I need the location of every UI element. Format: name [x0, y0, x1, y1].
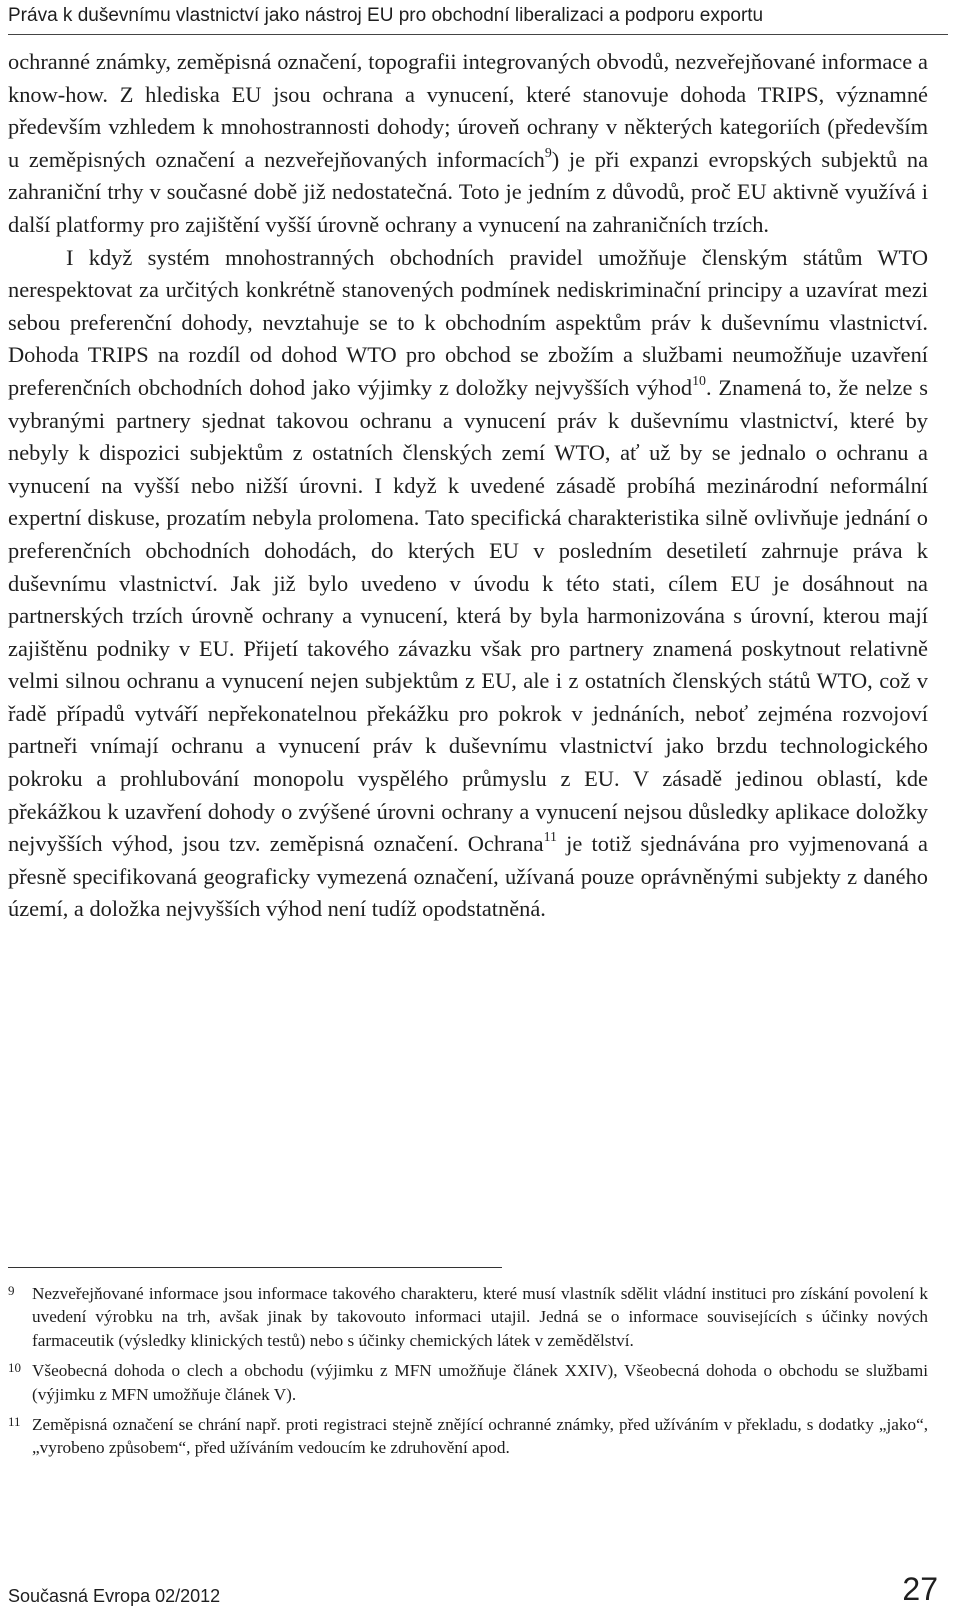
footnote-text: Všeobecná dohoda o clech a obchodu (výjimku z MFN umožňuje článek XXIV), Všeobecná dohoda o obchodu se službami (výjimku z MFN umožňuje článek V).	[32, 1361, 928, 1404]
paragraph-2-text-b: . Znamená to, že nelze s vybranými partnery sjednat takovou ochranu a vynucení práv k duševnímu vlastnictví, které by nebyly k dispozici subjektům z ostatních členských zemí WTO, ať už by se jednalo o ochranu a vynucení na vyšší nebo nižší úrovni. I když k uvedené zásadě probíhá mezinárodní neformální expertní diskuse, prozatím nebyla prolomena. Tato specifická charakteristika silně ovlivňuje jednání o preferenčních obchodních dohodách, do kterých EU v posledním desetiletí zahrnuje práva k duševnímu vlastnictví. Jak již bylo uvedeno v úvodu k této stati, cílem EU je dosáhnout na partnerských trzích úrovně ochrany a vynucení, která by byla harmonizována s úrovní, kterou mají zajištěnu podniky v EU. Přijetí takového závazku však pro partnery znamená poskytnout relativně velmi silnou ochranu a vynucení nejen subjektům z EU, ale i z ostatních členských států WTO, což v řadě případů vytváří nepřekonatelnou překážku pro pokrok v jednáních, neboť zejména rozvojoví partneři vnímají ochranu a vynucení práv k duševnímu vlastnictví jako brzdu technologického pokroku a prohlubování monopolu vyspělého průmyslu z EU. V zásadě jedinou oblastí, kde překážkou k uzavření dohody o zvýšené úrovni ochrany a vynucení nejsou důsledky aplikace doložky nejvyšších výhod, jsou tzv. zeměpisná označení. Ochrana	[8, 374, 928, 857]
footnote-ref-9: 9	[544, 145, 552, 161]
main-text	[8, 46, 928, 926]
paragraph-2	[8, 242, 928, 926]
footnotes	[8, 1282, 928, 1467]
footnote-number: 10	[8, 1360, 21, 1376]
footnote-10	[8, 1359, 928, 1406]
footnote-9	[8, 1282, 928, 1352]
footnote-text: Zeměpisná označení se chrání např. proti registraci stejně znějící ochranné známky, před užíváním v překladu, s dodatky „jako“, „vyrobeno způsobem“, před užíváním vedoucím ke zdruhovění apod.	[32, 1415, 928, 1458]
running-header	[8, 0, 948, 35]
paragraph-2-text-c: je totiž sjednávána pro vyjmenovaná a přesně specifikovaná geograficky vymezená označení, užívaná pouze oprávněnými subjekty z daného území, a doložka nejvyšších výhod není tudíž opodstatněná.	[8, 831, 928, 922]
footnote-divider	[8, 1267, 502, 1268]
paragraph-1-text-a: ochranné známky, zeměpisná označení, topografii integrovaných obvodů, nezveřejňované informace a know-how. Z hlediska EU jsou ochrana a vynucení, které stanovuje dohoda TRIPS, významné především vzhledem k mnohostrannosti dohody; úroveň ochrany v některých kategoriích (především u zeměpisných označení a nezveřejňovaných informacích	[8, 49, 928, 172]
paragraph-1	[8, 46, 928, 242]
paragraph-1-text-b: ) je při expanzi evropských subjektů na zahraniční trhy v současné době již nedostatečná. Toto je jedním z důvodů, proč EU aktivně využívá i další platformy pro zajištění vyšší úrovně ochrany a vynucení na zahraničních trzích.	[8, 146, 929, 237]
footnote-number: 11	[8, 1414, 21, 1430]
journal-name: Současná Evropa 02/2012	[8, 1586, 221, 1606]
page-number: 27	[902, 1571, 938, 1607]
footnote-11	[8, 1413, 928, 1460]
footnote-ref-10: 10	[692, 373, 706, 389]
paragraph-2-text-a: I když systém mnohostranných obchodních pravidel umožňuje členským státům WTO nerespektovat za určitých konkrétně stanovených podmínek nediskriminační principy a uzavírat mezi sebou preferenční dohody, nevztahuje se to k obchodním aspektům práv k duševnímu vlastnictví. Dohoda TRIPS na rozdíl od dohod WTO pro obchod se zbožím a službami neumožňuje uzavření preferenčních obchodních dohod jako výjimky z doložky nejvyšších výhod	[8, 244, 928, 400]
running-title: Práva k duševnímu vlastnictví jako nástroj EU pro obchodní liberalizaci a podporu exportu	[8, 5, 764, 26]
footnote-text: Nezveřejňované informace jsou informace takového charakteru, které musí vlastník sdělit vládní instituci pro získání povolení k uvedení výrobku na trh, avšak jinak by takovouto informaci utajil. Jedná se o informace souvisejících s účinky nových farmaceutik (výsledky klinických testů) nebo s účinky chemických látek v zemědělství.	[32, 1284, 928, 1350]
page-footer	[8, 1568, 938, 1608]
footnote-number: 9	[8, 1283, 15, 1298]
footnote-ref-11: 11	[543, 830, 557, 846]
